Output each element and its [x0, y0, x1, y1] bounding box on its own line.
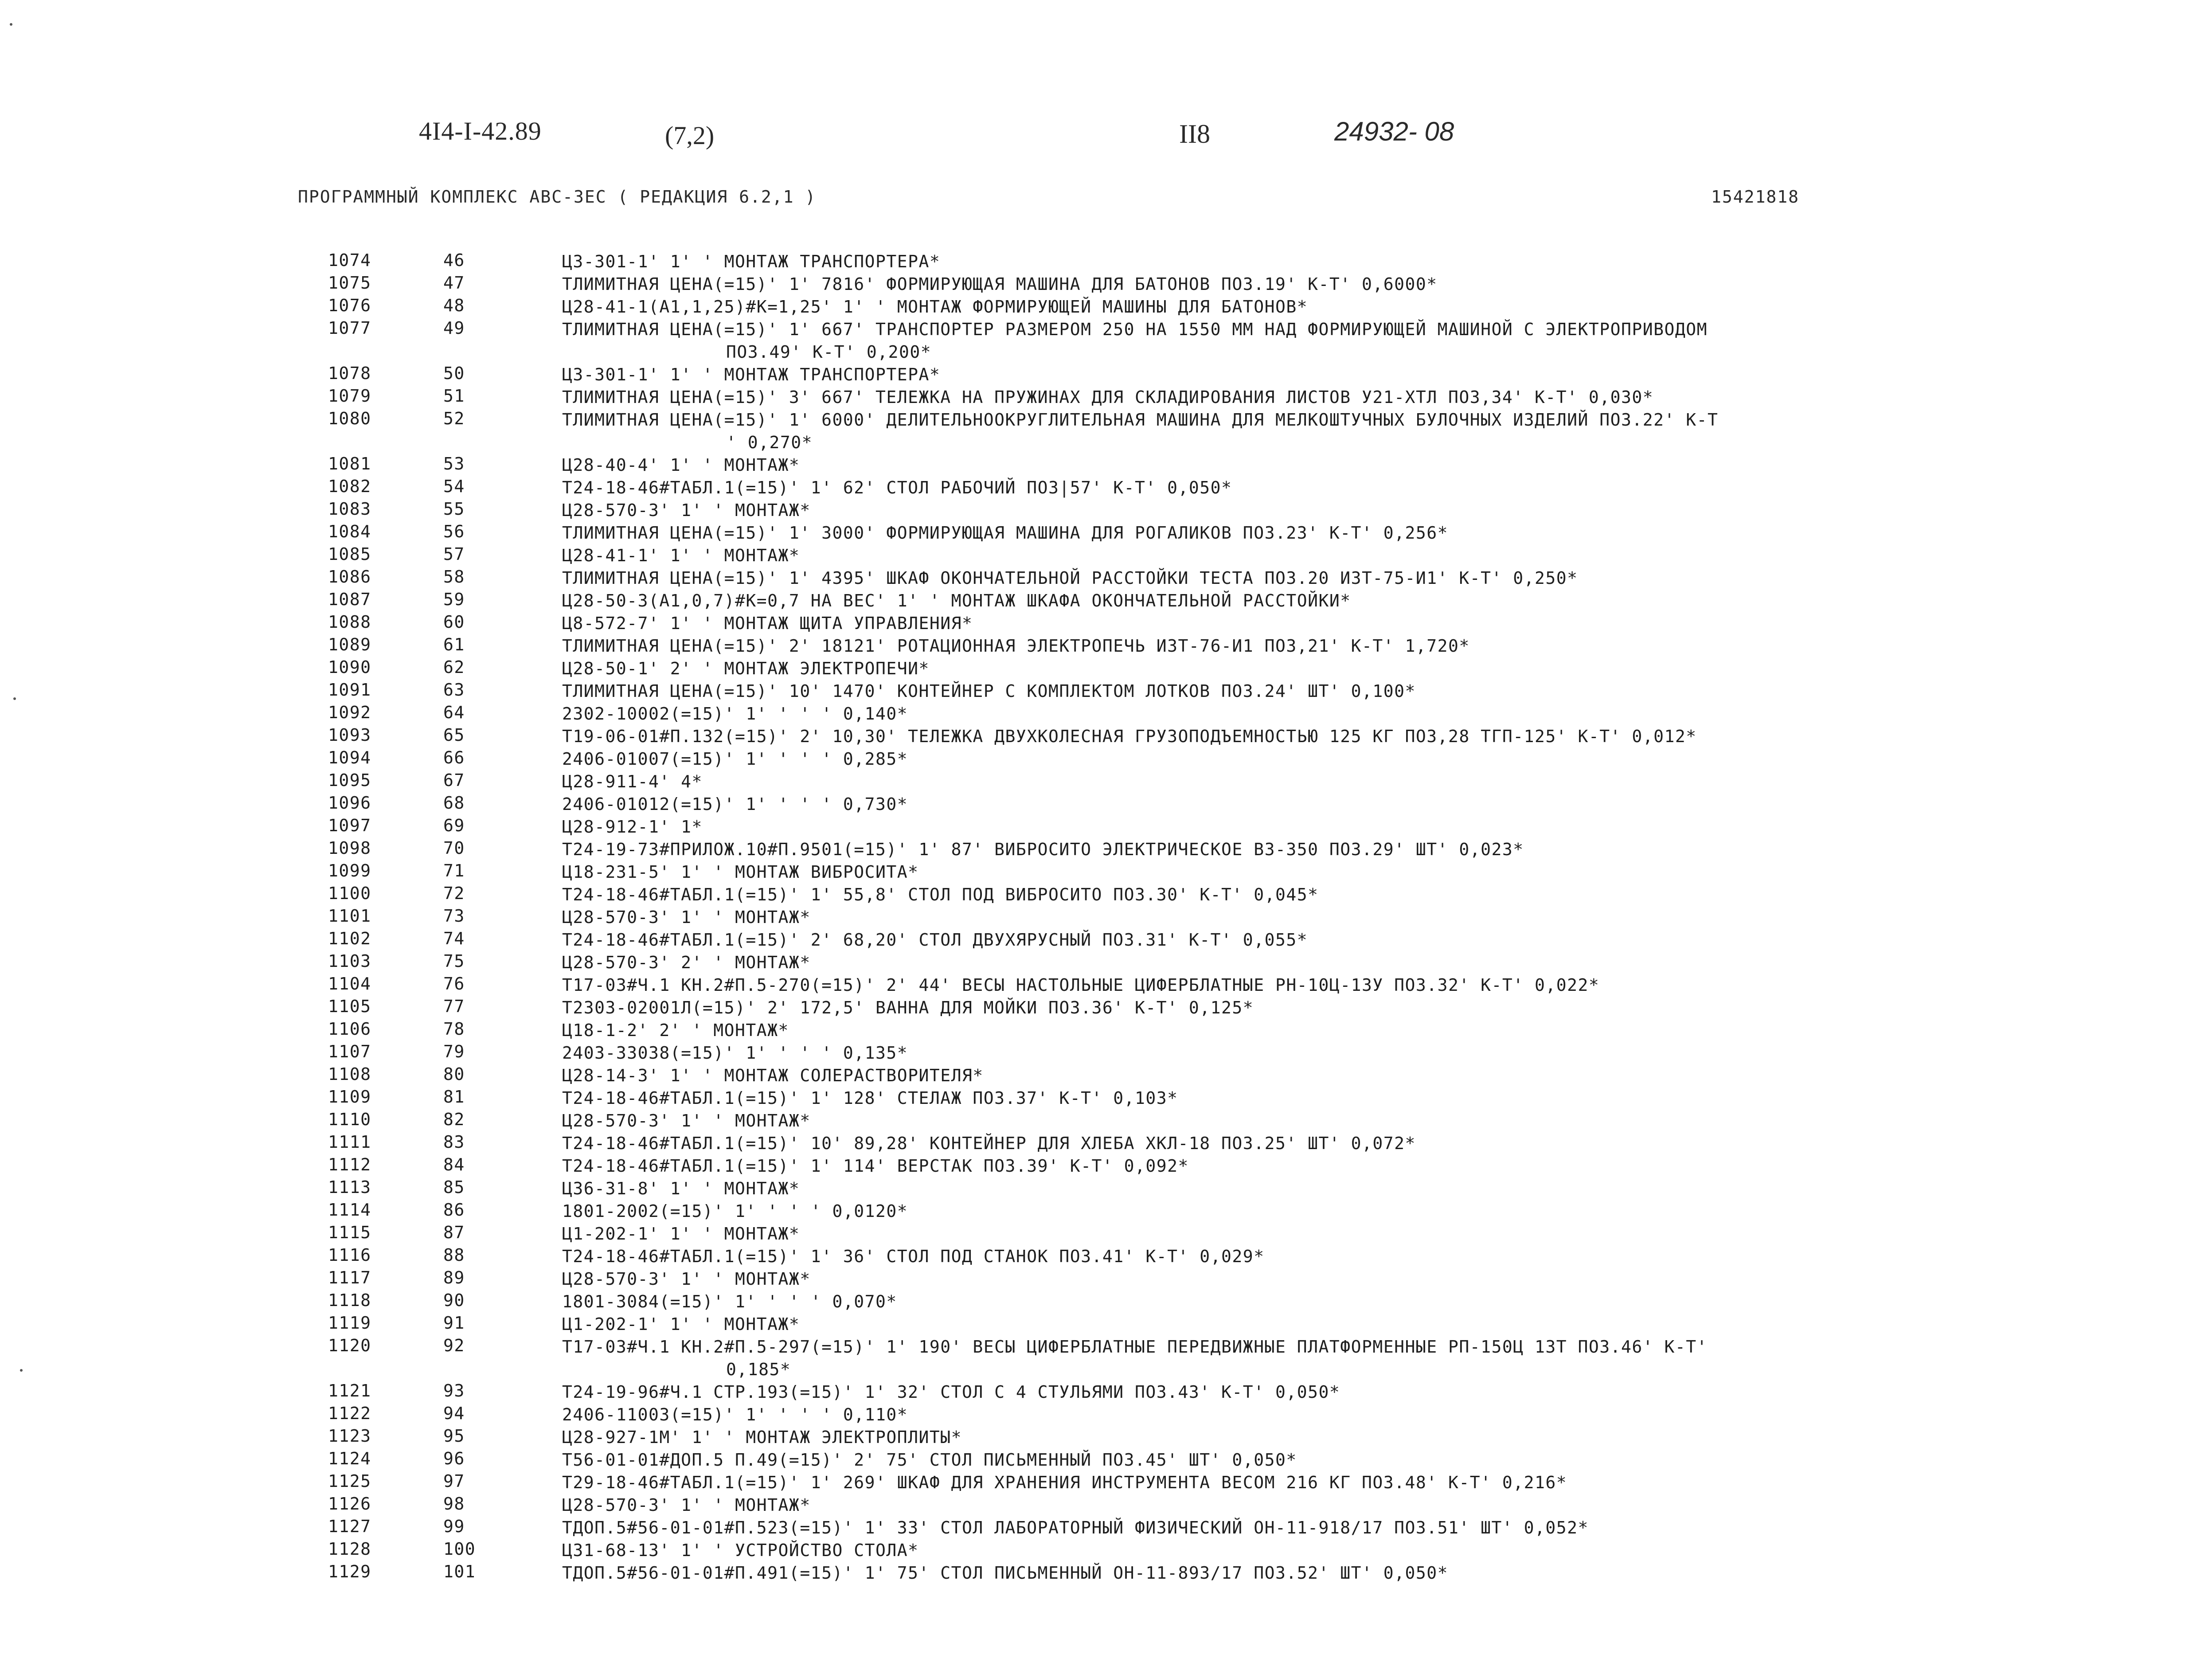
table-row	[0, 997, 2212, 1019]
row-text	[562, 1200, 2043, 1223]
row-text-main: Ц1-202-1' 1' ' МОНТАЖ*	[562, 1314, 800, 1334]
sequence-number: 71	[443, 861, 465, 880]
table-row	[0, 567, 2212, 590]
sequence-number: 67	[443, 771, 465, 790]
table-row	[0, 612, 2212, 635]
line-number: 1129	[328, 1562, 371, 1581]
row-text	[562, 1132, 2043, 1155]
row-text	[562, 725, 2043, 748]
sequence-number: 96	[443, 1449, 465, 1468]
line-number: 1080	[328, 409, 371, 428]
line-number: 1128	[328, 1539, 371, 1559]
line-number: 1082	[328, 477, 371, 496]
table-row	[0, 1426, 2212, 1449]
row-text	[562, 1245, 2043, 1268]
row-text	[562, 1268, 2043, 1291]
line-number: 1101	[328, 906, 371, 926]
line-number: 1087	[328, 590, 371, 609]
margin-dot	[10, 23, 12, 26]
row-text	[562, 929, 2043, 951]
row-text	[562, 1064, 2043, 1087]
line-number: 1119	[328, 1313, 371, 1333]
row-text-main: 1801-2002(=15)' 1' ' ' ' 0,0120*	[562, 1201, 908, 1221]
line-number: 1089	[328, 635, 371, 654]
sequence-number: 87	[443, 1223, 465, 1242]
row-text-main: Т24-19-96#Ч.1 СТР.193(=15)' 1' 32' СТОЛ С 4 СТУЛЬЯМИ ПОЗ.43' К-Т' 0,050*	[562, 1382, 1340, 1402]
line-number: 1120	[328, 1336, 371, 1355]
row-text	[562, 250, 2043, 273]
line-number: 1086	[328, 567, 371, 587]
table-row	[0, 1110, 2212, 1132]
line-number: 1106	[328, 1019, 371, 1039]
table-row	[0, 522, 2212, 544]
table-row	[0, 680, 2212, 703]
row-text-main: Ц3-301-1' 1' ' МОНТАЖ ТРАНСПОРТЕРА*	[562, 252, 941, 271]
line-number: 1110	[328, 1110, 371, 1129]
row-text-main: Ц31-68-13' 1' ' УСТРОЙСТВО СТОЛА*	[562, 1541, 919, 1560]
handwritten-number: 24932- 08	[1334, 117, 1454, 146]
row-text	[562, 1087, 2043, 1110]
sequence-number: 94	[443, 1404, 465, 1423]
line-number: 1097	[328, 816, 371, 835]
sequence-number: 61	[443, 635, 465, 654]
line-number: 1076	[328, 296, 371, 315]
row-text	[562, 409, 2043, 454]
table-row	[0, 951, 2212, 974]
sequence-number: 85	[443, 1177, 465, 1197]
sequence-number: 65	[443, 725, 465, 745]
line-number: 1084	[328, 522, 371, 541]
sequence-number: 81	[443, 1087, 465, 1107]
sequence-number: 49	[443, 318, 465, 338]
sequence-number: 68	[443, 793, 465, 813]
row-text-main: Ц28-50-1' 2' ' МОНТАЖ ЭЛЕКТРОПЕЧИ*	[562, 659, 930, 678]
sequence-number: 101	[443, 1562, 476, 1581]
row-text	[562, 1019, 2043, 1042]
sequence-number: 90	[443, 1291, 465, 1310]
line-number: 1083	[328, 499, 371, 519]
row-text-main: Ц28-911-4' 4*	[562, 772, 703, 791]
sequence-number: 83	[443, 1132, 465, 1152]
table-row	[0, 499, 2212, 522]
line-number: 1102	[328, 929, 371, 948]
line-number: 1091	[328, 680, 371, 700]
line-number: 1099	[328, 861, 371, 880]
row-text	[562, 567, 2043, 590]
row-text	[562, 499, 2043, 522]
row-text-main: Т24-18-46#ТАБЛ.1(=15)' 1' 36' СТОЛ ПОД СТАНОК ПОЗ.41' К-Т' 0,029*	[562, 1247, 1265, 1266]
table-row	[0, 1404, 2212, 1426]
table-row	[0, 1223, 2212, 1245]
row-text	[562, 1494, 2043, 1517]
sequence-number: 56	[443, 522, 465, 541]
sequence-number: 55	[443, 499, 465, 519]
row-text	[562, 1291, 2043, 1313]
row-text-main: ТЛИМИТНАЯ ЦЕНА(=15)' 10' 1470' КОНТЕЙНЕР С КОМПЛЕКТОМ ЛОТКОВ ПОЗ.24' ШТ' 0,100*	[562, 681, 1416, 701]
line-number: 1127	[328, 1517, 371, 1536]
sequence-number: 73	[443, 906, 465, 926]
row-text-main: Ц28-40-4' 1' ' МОНТАЖ*	[562, 455, 800, 475]
line-number: 1103	[328, 951, 371, 971]
row-text	[562, 1517, 2043, 1539]
line-number: 1104	[328, 974, 371, 994]
row-text-main: Т17-03#Ч.1 КН.2#П.5-270(=15)' 2' 44' ВЕСЫ НАСТОЛЬНЫЕ ЦИФЕРБЛАТНЫЕ РН-10Ц-13У ПОЗ.32' К-Т' 0,022*	[562, 975, 1600, 995]
row-text	[562, 318, 2043, 364]
line-number: 1111	[328, 1132, 371, 1152]
line-number: 1100	[328, 884, 371, 903]
sequence-number: 91	[443, 1313, 465, 1333]
row-text-main: 2403-33038(=15)' 1' ' ' ' 0,135*	[562, 1043, 908, 1063]
row-text	[562, 1223, 2043, 1245]
row-text	[562, 771, 2043, 793]
row-text-main: Ц28-41-1' 1' ' МОНТАЖ*	[562, 546, 800, 565]
row-text-main: Ц18-1-2' 2' ' МОНТАЖ*	[562, 1021, 789, 1040]
row-text-main: 2302-10002(=15)' 1' ' ' ' 0,140*	[562, 704, 908, 724]
sequence-number: 46	[443, 250, 465, 270]
row-text	[562, 612, 2043, 635]
table-row	[0, 590, 2212, 612]
line-number: 1096	[328, 793, 371, 813]
row-text	[562, 680, 2043, 703]
row-text-main: Т17-03#Ч.1 КН.2#П.5-297(=15)' 1' 190' ВЕСЫ ЦИФЕРБЛАТНЫЕ ПЕРЕДВИЖНЫЕ ПЛАТФОРМЕННЫЕ РП-150Ц 13Т ПОЗ.46' К-Т'	[562, 1337, 1708, 1357]
line-number: 1123	[328, 1426, 371, 1446]
line-number: 1116	[328, 1245, 371, 1265]
sequence-number: 100	[443, 1539, 476, 1559]
sequence-number: 63	[443, 680, 465, 700]
row-text-main: Т29-18-46#ТАБЛ.1(=15)' 1' 269' ШКАФ ДЛЯ ХРАНЕНИЯ ИНСТРУМЕНТА ВЕСОМ 216 КГ ПОЗ.48' К-Т' 0,216*	[562, 1473, 1567, 1492]
table-row	[0, 1517, 2212, 1539]
row-text	[562, 1426, 2043, 1449]
row-text-main: Т24-18-46#ТАБЛ.1(=15)' 10' 89,28' КОНТЕЙНЕР ДЛЯ ХЛЕБА ХКЛ-18 ПОЗ.25' ШТ' 0,072*	[562, 1134, 1416, 1153]
row-text-main: Т24-18-46#ТАБЛ.1(=15)' 1' 62' СТОЛ РАБОЧИЙ ПОЗ|57' К-Т' 0,050*	[562, 478, 1232, 497]
sequence-number: 47	[443, 273, 465, 293]
sequence-number: 59	[443, 590, 465, 609]
table-row	[0, 1291, 2212, 1313]
row-text	[562, 454, 2043, 477]
line-number: 1074	[328, 250, 371, 270]
row-text-main: Ц28-14-3' 1' ' МОНТАЖ СОЛЕРАСТВОРИТЕЛЯ*	[562, 1066, 984, 1085]
table-row	[0, 816, 2212, 838]
table-row	[0, 1019, 2212, 1042]
program-code: 15421818	[1711, 187, 1800, 207]
row-text-main: Т24-19-73#ПРИЛОЖ.10#П.9501(=15)' 1' 87' ВИБРОСИТО ЭЛЕКТРИЧЕСКОЕ В3-350 ПОЗ.29' ШТ' 0,023*	[562, 840, 1524, 859]
sequence-number: 76	[443, 974, 465, 994]
line-number: 1112	[328, 1155, 371, 1174]
table-row	[0, 1268, 2212, 1291]
sequence-number: 52	[443, 409, 465, 428]
row-text	[562, 1404, 2043, 1426]
table-row	[0, 544, 2212, 567]
row-text-main: Ц28-570-3' 2' ' МОНТАЖ*	[562, 953, 811, 972]
sequence-number: 80	[443, 1064, 465, 1084]
sequence-number: 78	[443, 1019, 465, 1039]
line-number: 1088	[328, 612, 371, 632]
row-text	[562, 838, 2043, 861]
sequence-number: 51	[443, 386, 465, 406]
row-text-main: Т24-18-46#ТАБЛ.1(=15)' 1' 114' ВЕРСТАК ПОЗ.39' К-Т' 0,092*	[562, 1156, 1189, 1176]
row-text	[562, 1381, 2043, 1404]
row-text	[562, 544, 2043, 567]
sequence-number: 48	[443, 296, 465, 315]
line-number: 1115	[328, 1223, 371, 1242]
sequence-number: 72	[443, 884, 465, 903]
row-text-main: 2406-01007(=15)' 1' ' ' ' 0,285*	[562, 749, 908, 769]
row-text	[562, 906, 2043, 929]
sequence-number: 79	[443, 1042, 465, 1061]
line-number: 1094	[328, 748, 371, 767]
program-title: ПРОГРАММНЫЙ КОМПЛЕКС АВС-3ЕС ( РЕДАКЦИЯ 6.2,1 )	[298, 187, 817, 207]
table-row	[0, 250, 2212, 273]
table-row	[0, 1471, 2212, 1494]
table-row	[0, 1313, 2212, 1336]
line-number: 1113	[328, 1177, 371, 1197]
table-row	[0, 906, 2212, 929]
line-number: 1125	[328, 1471, 371, 1491]
sequence-number: 99	[443, 1517, 465, 1536]
sequence-number: 75	[443, 951, 465, 971]
row-text	[562, 1471, 2043, 1494]
line-number: 1126	[328, 1494, 371, 1514]
line-number: 1093	[328, 725, 371, 745]
row-text	[562, 748, 2043, 771]
line-number: 1109	[328, 1087, 371, 1107]
row-text-main: Т24-18-46#ТАБЛ.1(=15)' 1' 55,8' СТОЛ ПОД ВИБРОСИТО ПОЗ.30' К-Т' 0,045*	[562, 885, 1319, 904]
table-row	[0, 725, 2212, 748]
row-text	[562, 635, 2043, 657]
table-row	[0, 838, 2212, 861]
row-text	[562, 951, 2043, 974]
sequence-number: 86	[443, 1200, 465, 1220]
row-text-main: ТЛИМИТНАЯ ЦЕНА(=15)' 1' 3000' ФОРМИРУЮЩАЯ МАШИНА ДЛЯ РОГАЛИКОВ ПОЗ.23' К-Т' 0,256*	[562, 523, 1448, 543]
sequence-number: 50	[443, 364, 465, 383]
row-text-main: ТЛИМИТНАЯ ЦЕНА(=15)' 1' 6000' ДЕЛИТЕЛЬНООКРУГЛИТЕЛЬНАЯ МАШИНА ДЛЯ МЕЛКОШТУЧНЫХ БУЛОЧНЫХ ИЗДЕЛИЙ ПОЗ.22' К-Т	[562, 410, 1719, 430]
document-number: 4I4-I-42.89	[419, 117, 542, 145]
sequence-number: 74	[443, 929, 465, 948]
row-text	[562, 1336, 2043, 1381]
sequence-number: 77	[443, 997, 465, 1016]
table-row	[0, 635, 2212, 657]
table-row	[0, 1087, 2212, 1110]
row-text	[562, 1177, 2043, 1200]
row-text-main: Ц36-31-8' 1' ' МОНТАЖ*	[562, 1179, 800, 1198]
table-row	[0, 929, 2212, 951]
table-row	[0, 1539, 2212, 1562]
row-text	[562, 793, 2043, 816]
row-text-continuation: ' 0,270*	[726, 433, 813, 452]
sequence-number: 66	[443, 748, 465, 767]
sequence-number: 92	[443, 1336, 465, 1355]
sequence-number: 89	[443, 1268, 465, 1287]
row-text-main: Ц28-570-3' 1' ' МОНТАЖ*	[562, 1111, 811, 1130]
table-row	[0, 1245, 2212, 1268]
line-number: 1085	[328, 544, 371, 564]
row-text-main: ТДОП.5#56-01-01#П.491(=15)' 1' 75' СТОЛ ПИСЬМЕННЫЙ ОН-11-893/17 ПОЗ.52' ШТ' 0,050*	[562, 1563, 1448, 1583]
table-row	[0, 1155, 2212, 1177]
row-text-main: Ц28-570-3' 1' ' МОНТАЖ*	[562, 907, 811, 927]
sequence-number: 98	[443, 1494, 465, 1514]
row-text-main: Т24-18-46#ТАБЛ.1(=15)' 1' 128' СТЕЛАЖ ПОЗ.37' К-Т' 0,103*	[562, 1088, 1178, 1108]
row-text-main: 1801-3084(=15)' 1' ' ' ' 0,070*	[562, 1292, 897, 1311]
row-text	[562, 1155, 2043, 1177]
sequence-number: 82	[443, 1110, 465, 1129]
row-text	[562, 861, 2043, 884]
row-text	[562, 273, 2043, 296]
row-text-main: ТЛИМИТНАЯ ЦЕНА(=15)' 1' 667' ТРАНСПОРТЕР РАЗМЕРОМ 250 НА 1550 ММ НАД ФОРМИРУЮЩЕЙ МАШИНОЙ С ЭЛЕКТРОПРИВОДОМ	[562, 320, 1708, 339]
row-text-main: ТЛИМИТНАЯ ЦЕНА(=15)' 3' 667' ТЕЛЕЖКА НА ПРУЖИНАХ ДЛЯ СКЛАДИРОВАНИЯ ЛИСТОВ У21-ХТЛ ПОЗ,34' К-Т' 0,030*	[562, 387, 1654, 407]
line-number: 1077	[328, 318, 371, 338]
table-row	[0, 793, 2212, 816]
table-row	[0, 861, 2212, 884]
line-number: 1078	[328, 364, 371, 383]
row-text	[562, 522, 2043, 544]
line-number: 1075	[328, 273, 371, 293]
listing-rows	[0, 250, 2212, 1584]
row-text-main: Т24-18-46#ТАБЛ.1(=15)' 2' 68,20' СТОЛ ДВУХЯРУСНЫЙ ПОЗ.31' К-Т' 0,055*	[562, 930, 1308, 950]
row-text-main: Ц1-202-1' 1' ' МОНТАЖ*	[562, 1224, 800, 1244]
table-row	[0, 454, 2212, 477]
sequence-number: 60	[443, 612, 465, 632]
row-text-main: ТДОП.5#56-01-01#П.523(=15)' 1' 33' СТОЛ ЛАБОРАТОРНЫЙ ФИЗИЧЕСКИЙ ОН-11-918/17 ПОЗ.51' ШТ' 0,052*	[562, 1518, 1589, 1537]
row-text-main: Ц28-570-3' 1' ' МОНТАЖ*	[562, 1269, 811, 1289]
sequence-number: 70	[443, 838, 465, 858]
row-text	[562, 1562, 2043, 1584]
table-row	[0, 884, 2212, 906]
table-row	[0, 748, 2212, 771]
line-number: 1079	[328, 386, 371, 406]
table-row	[0, 296, 2212, 318]
sequence-number: 53	[443, 454, 465, 473]
sequence-number: 54	[443, 477, 465, 496]
table-row	[0, 386, 2212, 409]
row-text-main: 2406-11003(=15)' 1' ' ' ' 0,110*	[562, 1405, 908, 1424]
row-text	[562, 477, 2043, 499]
row-text-main: Т19-06-01#П.132(=15)' 2' 10,30' ТЕЛЕЖКА ДВУХКОЛЕСНАЯ ГРУЗОПОДЪЕМНОСТЬЮ 125 КГ ПОЗ,28 ТГП-125' К-Т' 0,012*	[562, 727, 1697, 746]
table-row	[0, 703, 2212, 725]
row-text	[562, 816, 2043, 838]
row-text-main: Ц3-301-1' 1' ' МОНТАЖ ТРАНСПОРТЕРА*	[562, 365, 941, 384]
sequence-number: 62	[443, 657, 465, 677]
table-row	[0, 477, 2212, 499]
sequence-number: 58	[443, 567, 465, 587]
table-row	[0, 1449, 2212, 1471]
row-text	[562, 703, 2043, 725]
table-row	[0, 1064, 2212, 1087]
row-text	[562, 884, 2043, 906]
line-number: 1118	[328, 1291, 371, 1310]
table-row	[0, 318, 2212, 364]
row-text-main: Т2303-02001Л(=15)' 2' 172,5' ВАННА ДЛЯ МОЙКИ ПОЗ.36' К-Т' 0,125*	[562, 998, 1254, 1017]
row-text-continuation: ПОЗ.49' К-Т' 0,200*	[726, 342, 932, 362]
row-text-main: Ц28-570-3' 1' ' МОНТАЖ*	[562, 1495, 811, 1515]
row-text-continuation: 0,185*	[726, 1360, 791, 1379]
edition-label: (7,2)	[665, 121, 715, 150]
row-text-main: Ц18-231-5' 1' ' МОНТАЖ ВИБРОСИТА*	[562, 862, 919, 882]
row-text-main: Ц28-41-1(А1,1,25)#К=1,25' 1' ' МОНТАЖ ФОРМИРУЮЩЕЙ МАШИНЫ ДЛЯ БАТОНОВ*	[562, 297, 1308, 317]
table-row	[0, 1562, 2212, 1584]
page-number: II8	[1179, 119, 1210, 149]
row-text	[562, 1313, 2043, 1336]
row-text	[562, 386, 2043, 409]
sequence-number: 95	[443, 1426, 465, 1446]
row-text-main: ТЛИМИТНАЯ ЦЕНА(=15)' 1' 4395' ШКАФ ОКОНЧАТЕЛЬНОЙ РАССТОЙКИ ТЕСТА ПОЗ.20 ИЗТ-75-И1' К-Т' 0,250*	[562, 568, 1578, 588]
line-number: 1107	[328, 1042, 371, 1061]
table-row	[0, 1200, 2212, 1223]
row-text-main: Ц28-927-1М' 1' ' МОНТАЖ ЭЛЕКТРОПЛИТЫ*	[562, 1428, 962, 1447]
row-text-main: ТЛИМИТНАЯ ЦЕНА(=15)' 2' 18121' РОТАЦИОННАЯ ЭЛЕКТРОПЕЧЬ ИЗТ-76-И1 ПОЗ,21' К-Т' 1,720*	[562, 636, 1470, 656]
sequence-number: 93	[443, 1381, 465, 1400]
table-row	[0, 409, 2212, 454]
line-number: 1108	[328, 1064, 371, 1084]
table-row	[0, 1336, 2212, 1381]
table-row	[0, 1494, 2212, 1517]
row-text	[562, 364, 2043, 386]
row-text-main: Т56-01-01#ДОП.5 П.49(=15)' 2' 75' СТОЛ ПИСЬМЕННЫЙ ПОЗ.45' ШТ' 0,050*	[562, 1450, 1297, 1470]
sequence-number: 97	[443, 1471, 465, 1491]
table-row	[0, 1042, 2212, 1064]
sequence-number: 84	[443, 1155, 465, 1174]
sequence-number: 64	[443, 703, 465, 722]
line-number: 1114	[328, 1200, 371, 1220]
row-text	[562, 590, 2043, 612]
table-row	[0, 974, 2212, 997]
row-text-main: ТЛИМИТНАЯ ЦЕНА(=15)' 1' 7816' ФОРМИРУЮЩАЯ МАШИНА ДЛЯ БАТОНОВ ПОЗ.19' К-Т' 0,6000*	[562, 274, 1438, 294]
table-row	[0, 273, 2212, 296]
table-row	[0, 771, 2212, 793]
row-text	[562, 997, 2043, 1019]
row-text	[562, 1449, 2043, 1471]
table-row	[0, 1177, 2212, 1200]
line-number: 1095	[328, 771, 371, 790]
sequence-number: 69	[443, 816, 465, 835]
row-text-main: Ц8-572-7' 1' ' МОНТАЖ ЩИТА УПРАВЛЕНИЯ*	[562, 614, 973, 633]
table-row	[0, 1381, 2212, 1404]
table-row	[0, 364, 2212, 386]
line-number: 1098	[328, 838, 371, 858]
table-row	[0, 1132, 2212, 1155]
row-text-main: Ц28-50-3(А1,0,7)#К=0,7 НА ВЕС' 1' ' МОНТАЖ ШКАФА ОКОНЧАТЕЛЬНОЙ РАССТОЙКИ*	[562, 591, 1351, 610]
row-text	[562, 974, 2043, 997]
line-number: 1117	[328, 1268, 371, 1287]
sequence-number: 88	[443, 1245, 465, 1265]
row-text	[562, 657, 2043, 680]
line-number: 1092	[328, 703, 371, 722]
row-text-main: 2406-01012(=15)' 1' ' ' ' 0,730*	[562, 794, 908, 814]
sequence-number: 57	[443, 544, 465, 564]
row-text	[562, 1539, 2043, 1562]
row-text	[562, 1042, 2043, 1064]
line-number: 1081	[328, 454, 371, 473]
line-number: 1105	[328, 997, 371, 1016]
row-text	[562, 296, 2043, 318]
line-number: 1122	[328, 1404, 371, 1423]
row-text-main: Ц28-912-1' 1*	[562, 817, 703, 837]
line-number: 1124	[328, 1449, 371, 1468]
line-number: 1121	[328, 1381, 371, 1400]
line-number: 1090	[328, 657, 371, 677]
row-text-main: Ц28-570-3' 1' ' МОНТАЖ*	[562, 501, 811, 520]
table-row	[0, 657, 2212, 680]
row-text	[562, 1110, 2043, 1132]
